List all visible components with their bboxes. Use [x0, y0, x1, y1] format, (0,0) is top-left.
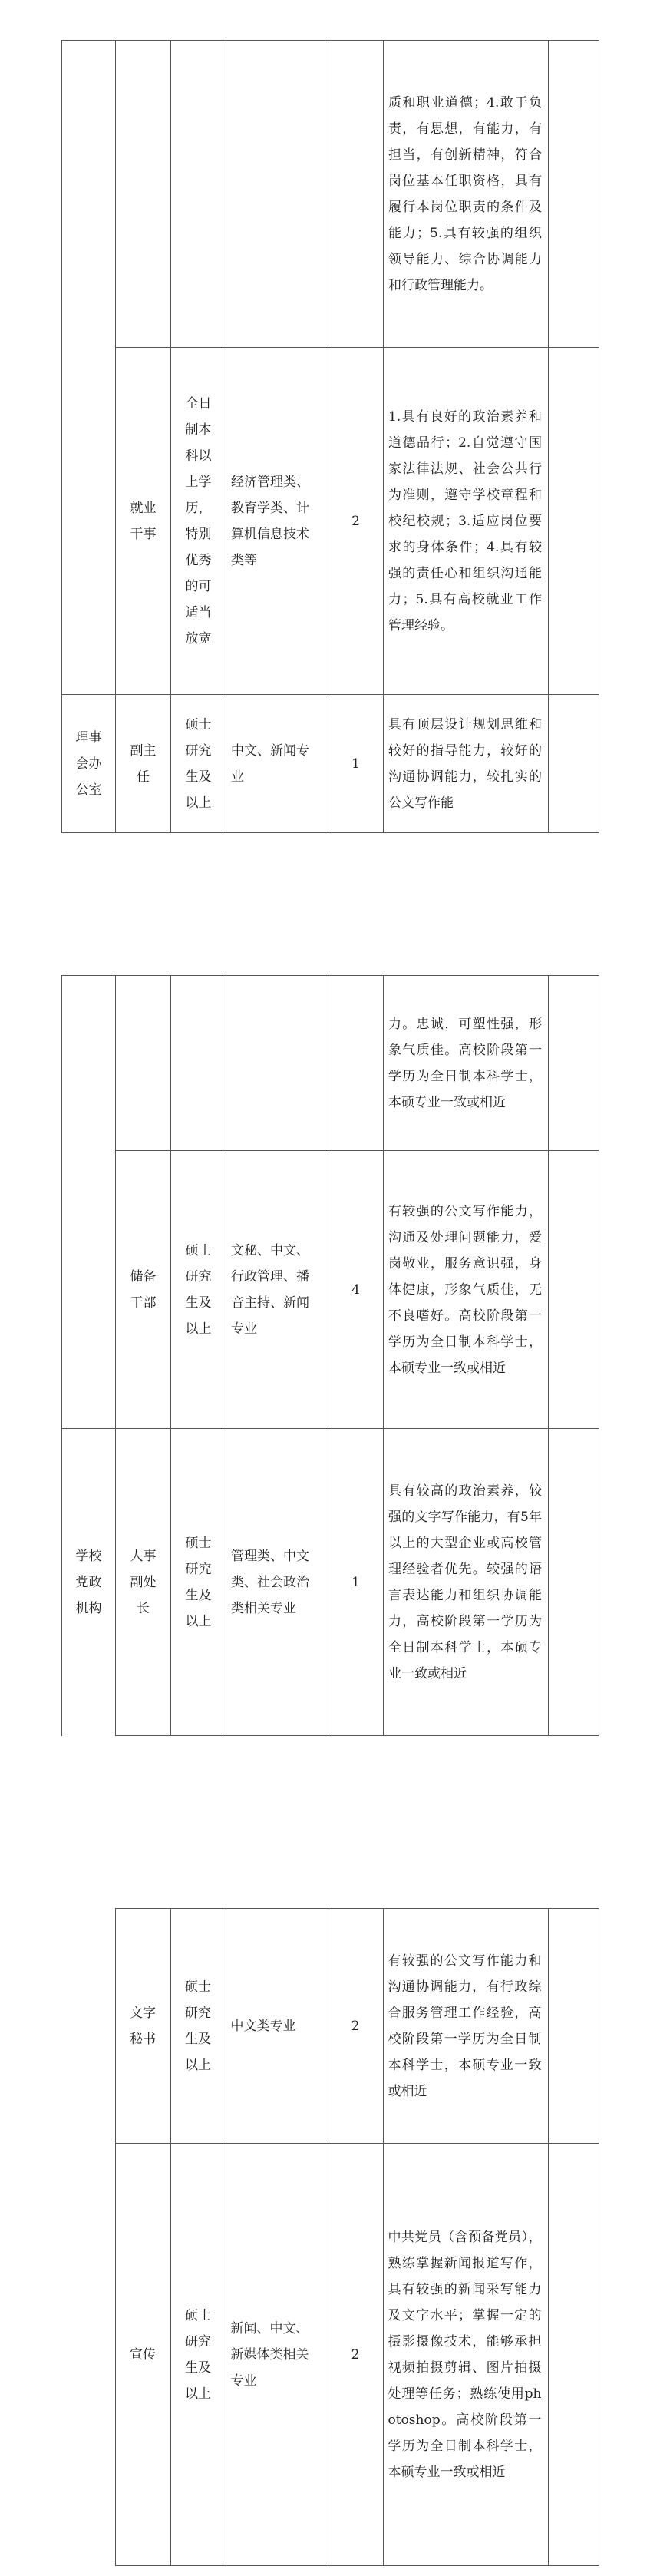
table-row	[62, 1151, 599, 1429]
remarks-cell	[549, 1151, 599, 1429]
education-cell: 全日制本科以上学历，特别优秀的可适当放宽	[171, 348, 226, 695]
education-cell	[171, 976, 226, 1151]
count-cell: 1	[328, 695, 384, 833]
unit-cell: 学校党政机构	[62, 1429, 116, 1736]
table-row	[62, 695, 599, 833]
table-row	[61, 1909, 599, 2144]
position-cell: 就业干事	[116, 348, 171, 695]
remarks-cell	[549, 976, 599, 1151]
requirements-cell: 中共党员（含预备党员），熟练掌握新闻报道写作，具有较强的新闻采写能力及文字水平；掌握一定的摄影摄像技术，能够承担视频拍摄剪辑、图片拍摄处理等任务；熟练使用photoshop。高校阶段第一学历为全日制本科学士，本硕专业一致或相近	[383, 2144, 548, 2566]
position-cell	[116, 976, 171, 1151]
remarks-cell	[549, 41, 599, 348]
requirements-cell: 力。忠诚，可塑性强，形象气质佳。高校阶段第一学历为全日制本科学士，本硕专业一致或相近	[384, 976, 549, 1151]
unit-cell: 理事会办公室	[62, 695, 116, 833]
count-cell: 2	[328, 1909, 383, 2144]
requirements-cell: 1.具有良好的政治素养和道德品行；2.自觉遵守国家法律法规、社会公共行为准则，遵守学校章程和校纪校规；3.适应岗位要求的身体条件；4.具有较强的责任心和组织沟通能力；5.具有高校就业工作管理经验。	[384, 348, 549, 695]
position-cell: 副主任	[116, 695, 171, 833]
education-cell	[171, 41, 226, 348]
requirements-cell: 具有较高的政治素养，较强的文字写作能力，有5年以上的大型企业或高校管理经验者优先。较强的语言表达能力和组织协调能力，高校阶段第一学历为全日制本科学士，本硕专业一致或相近	[384, 1429, 549, 1736]
remarks-cell	[549, 348, 599, 695]
count-cell: 2	[328, 2144, 383, 2566]
major-cell: 管理类、中文类、社会政治类相关专业	[226, 1429, 328, 1736]
major-cell	[226, 41, 328, 348]
requirements-cell: 具有顶层设计规划思维和较好的指导能力，较好的沟通协调能力，较扎实的公文写作能	[384, 695, 549, 833]
recruitment-table-page-3	[61, 1908, 599, 2566]
requirements-cell: 有较强的公文写作能力和沟通协调能力，有行政综合服务管理工作经验，高校阶段第一学历为全日制本科学士，本硕专业一致或相近	[383, 1909, 548, 2144]
count-cell: 4	[328, 1151, 384, 1429]
unit-cell	[61, 1909, 115, 2566]
recruitment-table-page-1	[61, 40, 599, 833]
count-cell	[328, 41, 384, 348]
unit-cell	[62, 976, 116, 1429]
position-cell	[116, 41, 171, 348]
major-cell: 中文类专业	[226, 1909, 328, 2144]
remarks-cell	[548, 2144, 599, 2566]
position-cell: 文字秘书	[115, 1909, 170, 2144]
position-cell: 人事副处长	[116, 1429, 171, 1736]
remarks-cell	[548, 1909, 599, 2144]
position-cell: 储备干部	[116, 1151, 171, 1429]
table-row	[62, 41, 599, 348]
requirements-cell: 有较强的公文写作能力，沟通及处理问题能力，爱岗敬业，服务意识强，身体健康，形象气质佳，无不良嗜好。高校阶段第一学历为全日制本科学士，本硕专业一致或相近	[384, 1151, 549, 1429]
education-cell: 硕士研究生及以上	[171, 1151, 226, 1429]
table-row	[62, 348, 599, 695]
education-cell: 硕士研究生及以上	[170, 1909, 226, 2144]
education-cell: 硕士研究生及以上	[170, 2144, 226, 2566]
unit-cell	[62, 41, 116, 695]
major-cell: 新闻、中文、新媒体类相关专业	[226, 2144, 328, 2566]
major-cell: 文秘、中文、行政管理、播音主持、新闻专业	[226, 1151, 328, 1429]
count-cell: 2	[328, 348, 384, 695]
requirements-cell: 质和职业道德；4.敢于负责，有思想，有能力，有担当，有创新精神，符合岗位基本任职资格，具有履行本岗位职责的条件及能力；5.具有较强的组织领导能力、综合协调能力和行政管理能力。	[384, 41, 549, 348]
position-cell: 宣传	[115, 2144, 170, 2566]
education-cell: 硕士研究生及以上	[171, 1429, 226, 1736]
recruitment-table-page-2	[61, 975, 599, 1736]
table-row	[61, 2144, 599, 2566]
education-cell: 硕士研究生及以上	[171, 695, 226, 833]
major-cell: 中文、新闻专业	[226, 695, 328, 833]
count-cell: 1	[328, 1429, 384, 1736]
remarks-cell	[549, 1429, 599, 1736]
major-cell: 经济管理类、教育学类、计算机信息技术类等	[226, 348, 328, 695]
remarks-cell	[549, 695, 599, 833]
table-row	[62, 976, 599, 1151]
table-row	[62, 1429, 599, 1736]
major-cell	[226, 976, 328, 1151]
count-cell	[328, 976, 384, 1151]
